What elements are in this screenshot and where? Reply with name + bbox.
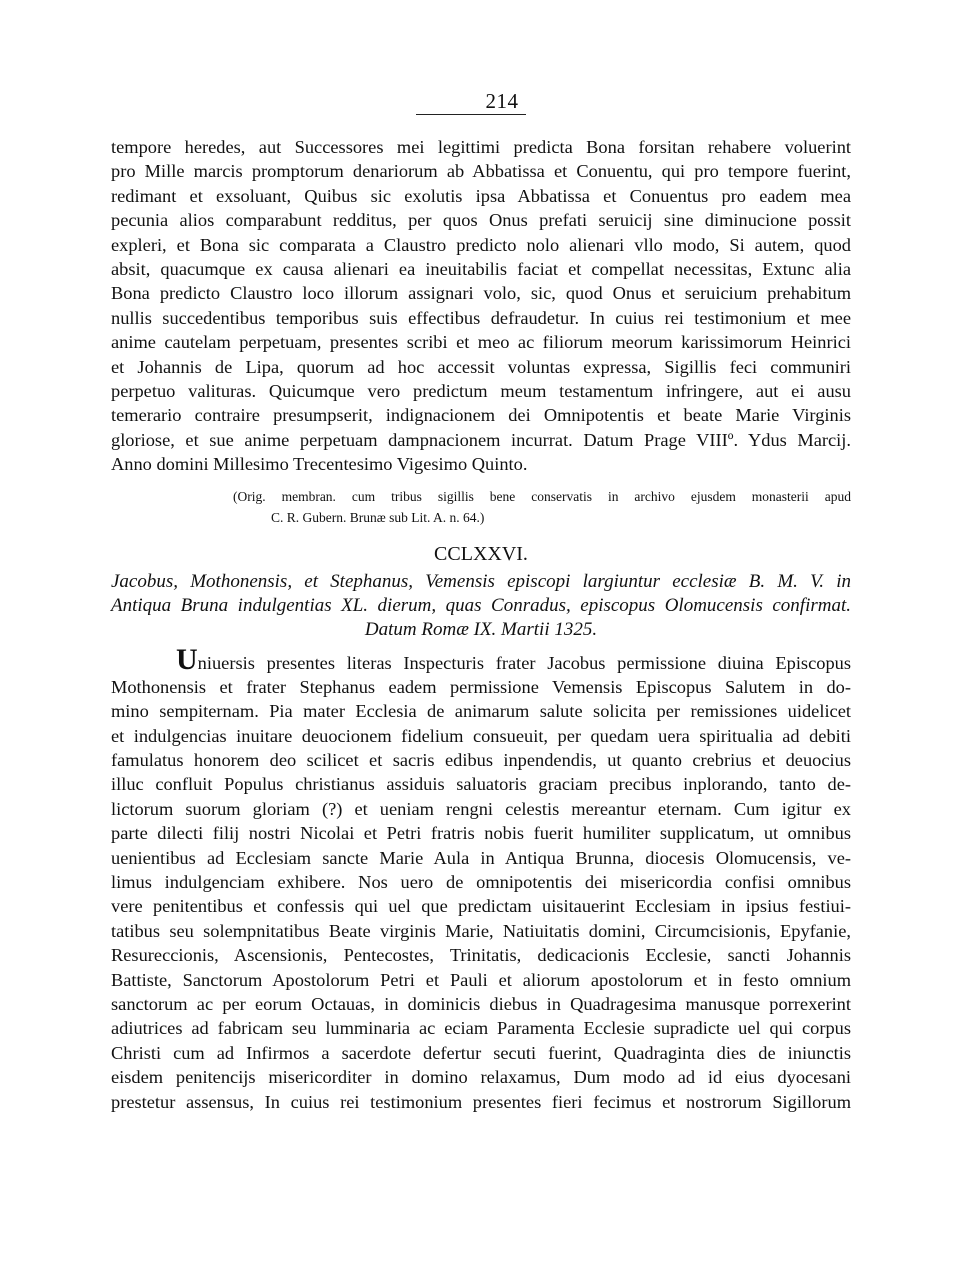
initial-letter: U xyxy=(176,643,198,677)
note-line: C. R. Gubern. Brunæ sub Lit. A. n. 64.) xyxy=(271,510,485,526)
note-line: (Orig. membran. cum tribus sigillis bene conservatis in archivo ejusdem monasterii apud xyxy=(233,489,851,505)
text-line: Resureccionis, Ascensionis, Pentecostes, Trinitatis, dedicacionis Ecclesie, sancti Johannis xyxy=(111,945,851,966)
text-line: famulatus honorem deo scilicet et sacris edibus inpendendis, ut quanto crebrius et deuocius xyxy=(111,750,851,771)
text-line: expleri, et Bona sic comparata a Claustro predicto nolo alienari vllo modo, Si autem, quod xyxy=(111,234,851,255)
text-line: Christi cum ad Infirmos a sacerdote defertur secuti fuerint, Quadraginta dies de iniunctis xyxy=(111,1042,851,1063)
text-line-first xyxy=(111,643,851,677)
regest-line: Antiqua Bruna indulgentias XL. dierum, quas Conradus, episcopus Olomucensis confirmat. xyxy=(111,595,851,617)
text-line: illuc confluit Populus christianus assiduis saluatoris graciam precibus inplorando, tanto de- xyxy=(111,774,851,795)
text-line: pro Mille marcis promptorum denariorum ab Abbatissa et Conuentu, qui pro tempore fuerint, xyxy=(111,161,851,182)
regest xyxy=(111,570,851,642)
text-line: mino sempiternam. Pia mater Ecclesia de animarum salute solicita per remissiones uidelicet xyxy=(111,701,851,722)
text-line: redimant et exsoluant, Quibus sic exolutis ipsa Abbatissa et Conuentus pro eadem mea xyxy=(111,185,851,206)
text-line: et indulgencias inuitare deuocionem fidelium consueuit, per quedam uera spiritualia ad debiti xyxy=(111,725,851,746)
header-rule xyxy=(416,114,526,115)
text-line: prestetur assensus, In cuius rei testimonium presentes fieri fecimus et nostrorum Sigillorum xyxy=(111,1091,851,1112)
document-text xyxy=(111,643,851,1113)
regest-date-line: Datum Romæ IX. Martii 1325. xyxy=(364,619,598,641)
text-line: limus indulgenciam exhibere. Nos uero de omnipotentis dei misericordia confisi omnibus xyxy=(111,871,851,892)
text-line: Bona predicto Claustro loco illorum assignari volo, sic, quod Onus et seruicium prehabitum xyxy=(111,283,851,304)
text-line: parte dilecti filij nostri Nicolai et Petri fratris nobis fuerit humiliter supplicatum, ut omnibus xyxy=(111,823,851,844)
text-line: temerario contraire presumpserit, indignacionem dei Omnipotentis et beate Marie Virginis xyxy=(111,405,851,426)
text-line: lictorum suorum gloriam (?) et ueniam rengni celestis mereantur eternam. Cum igitur ex xyxy=(111,798,851,819)
page-number: 214 xyxy=(485,89,519,113)
paragraph-continued xyxy=(111,135,851,476)
text-line: pecunia alios comparabunt redditus, per quos Onus prefati seruicij sine diminucione possit xyxy=(111,210,851,231)
text-line: Anno domini Millesimo Trecentesimo Vigesimo Quinto. xyxy=(111,454,528,475)
text-line: Battiste, Sanctorum Apostolorum Petri et Pauli et aliorum apostolorum et in festo omnium xyxy=(111,969,851,990)
source-note xyxy=(233,486,851,528)
document-page xyxy=(111,88,851,1114)
text-line: vere penitentibus et confessis qui uel que predictam uisitauerint Ecclesiam in ipsius festiui- xyxy=(111,896,851,917)
text-line: adiutrices ad fabricam seu lumminaria ac eciam Paramenta Ecclesie supradicte uel qui corpus xyxy=(111,1018,851,1039)
text-line: nullis succedentibus temporibus suis effectibus defraudetur. In cuius rei testimonium et mee xyxy=(111,307,851,328)
text-line: et Johannis de Lipa, quorum ad hoc accessit voluntas expressa, Sigillis feci communiri xyxy=(111,356,851,377)
text-line: absit, quacumque ex causa alienari ea ineuitabilis faciat et compellat necessitas, Extunc alia xyxy=(111,258,851,279)
text-line: eisdem penitencijs misericorditer in domino relaxamus, Dum modo ad id eius dyocesani xyxy=(111,1067,851,1088)
text-line: Mothonensis et frater Stephanus eadem permissione Vemensis Episcopus Salutem in do- xyxy=(111,676,851,697)
text-line: tatibus seu solempnitatibus Beate virginis Marie, Natiuitatis domini, Circumcisionis, Epyfanie, xyxy=(111,920,851,941)
regest-line: Jacobus, Mothonensis, et Stephanus, Vemensis episcopi largiuntur ecclesiæ B. M. V. in xyxy=(111,571,851,593)
document-number: CCLXXVI. xyxy=(434,543,528,566)
text-line: tempore heredes, aut Successores mei legittimi predicta Bona forsitan rehabere voluerint xyxy=(111,137,851,157)
text-line: gloriose, et sue anime perpetuam dampnacionem incurrat. Datum Prage VIIIº. Ydus Marcij. xyxy=(111,429,851,450)
text-line: anime cautelam perpetuam, presentes scribi et meo ac filiorum meorum karissimorum Heinrici xyxy=(111,332,851,353)
text-line: perpetuo valituras. Quicumque vero predictum meum testamentum infringere, aut ei ausu xyxy=(111,380,851,401)
first-line-text: niuersis presentes literas Inspecturis frater Jacobus permissione diuina Episcopus xyxy=(197,653,851,674)
text-line: uenientibus ad Ecclesiam sancte Marie Aula in Antiqua Brunna, diocesis Olomucensis, ve- xyxy=(111,847,851,868)
text-line: sanctorum ac per eorum Octauas, in dominicis diebus in Quadragesima manusque porrexerint xyxy=(111,993,851,1014)
